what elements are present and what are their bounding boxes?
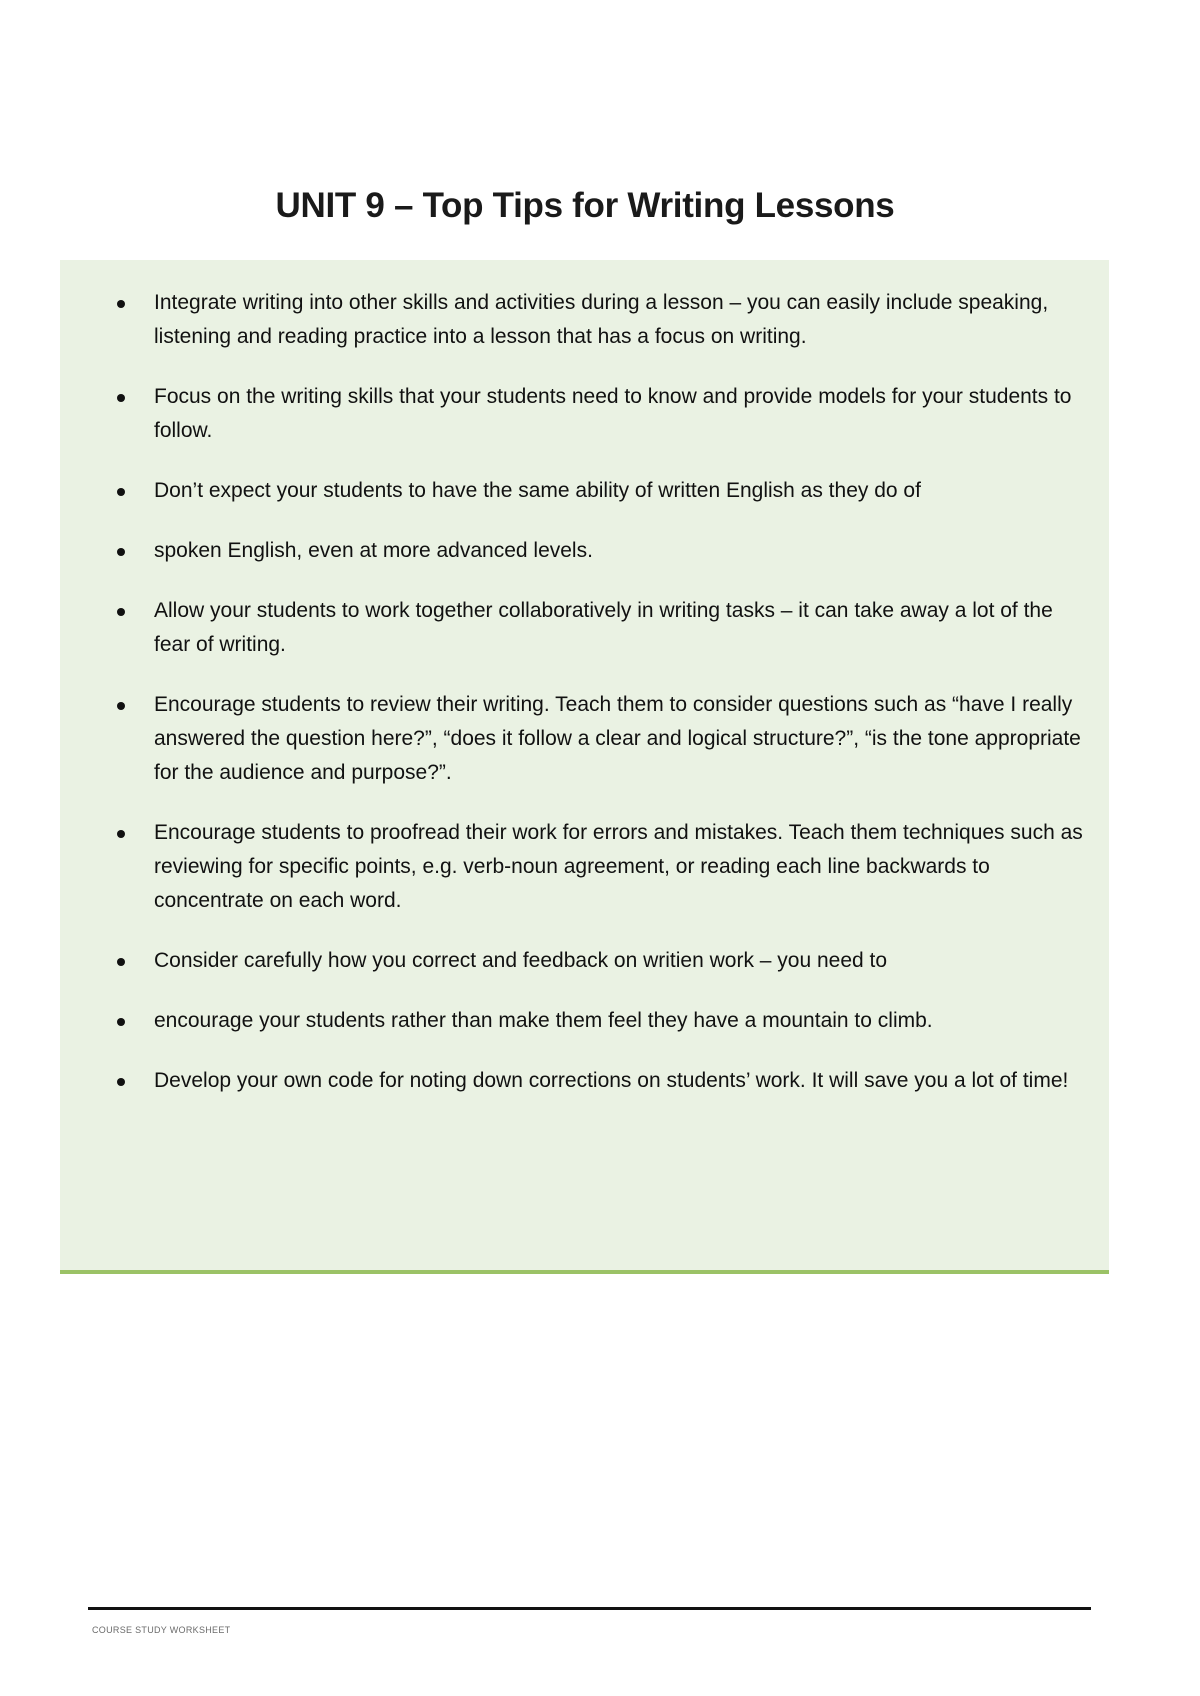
tips-panel [60, 260, 1109, 1274]
tips-list [60, 286, 1109, 1124]
bullet-icon [117, 300, 125, 308]
tip-item [60, 688, 1109, 790]
tip-item [60, 1064, 1109, 1098]
tip-text: Allow your students to work together collaboratively in writing tasks – it can take away a lot of the fear of writing. [154, 599, 1053, 656]
tip-item [60, 286, 1109, 354]
bullet-icon [117, 394, 125, 402]
tip-item [60, 816, 1109, 918]
tip-item [60, 474, 1109, 508]
bullet-icon [117, 548, 125, 556]
tip-text: encourage your students rather than make them feel they have a mountain to climb. [154, 1009, 933, 1032]
page-title: UNIT 9 – Top Tips for Writing Lessons [275, 186, 895, 225]
tip-item [60, 1004, 1109, 1038]
bullet-icon [117, 1018, 125, 1026]
tip-text: spoken English, even at more advanced levels. [154, 539, 593, 562]
bullet-icon [117, 958, 125, 966]
tip-text: Develop your own code for noting down corrections on students’ work. It will save you a lot of time! [154, 1069, 1069, 1092]
tip-text: Encourage students to review their writing. Teach them to consider questions such as “have I really answered the question here?”, “does it follow a clear and logical structure?”, “is the tone appropriate for the audience and purpose?”. [154, 693, 1081, 784]
bullet-icon [117, 1078, 125, 1086]
bullet-icon [117, 488, 125, 496]
bullet-icon [117, 702, 125, 710]
tip-item [60, 380, 1109, 448]
tip-text: Encourage students to proofread their work for errors and mistakes. Teach them techniques such as reviewing for specific points, e.g. verb-noun agreement, or reading each line backwards to concentrate on each word. [154, 821, 1083, 912]
footer-label: COURSE STUDY WORKSHEET [92, 1625, 231, 1635]
tip-text: Consider carefully how you correct and feedback on writien work – you need to [154, 949, 888, 972]
tip-item [60, 944, 1109, 978]
bullet-icon [117, 830, 125, 838]
tip-item [60, 534, 1109, 568]
tip-item [60, 594, 1109, 662]
footer-divider [88, 1607, 1091, 1610]
tip-text: Focus on the writing skills that your students need to know and provide models for your students to follow. [154, 385, 1072, 442]
bullet-icon [117, 608, 125, 616]
tip-text: Integrate writing into other skills and activities during a lesson – you can easily include speaking, listening and reading practice into a lesson that has a focus on writing. [154, 291, 1049, 348]
tip-text: Don’t expect your students to have the same ability of written English as they do of [154, 479, 921, 502]
